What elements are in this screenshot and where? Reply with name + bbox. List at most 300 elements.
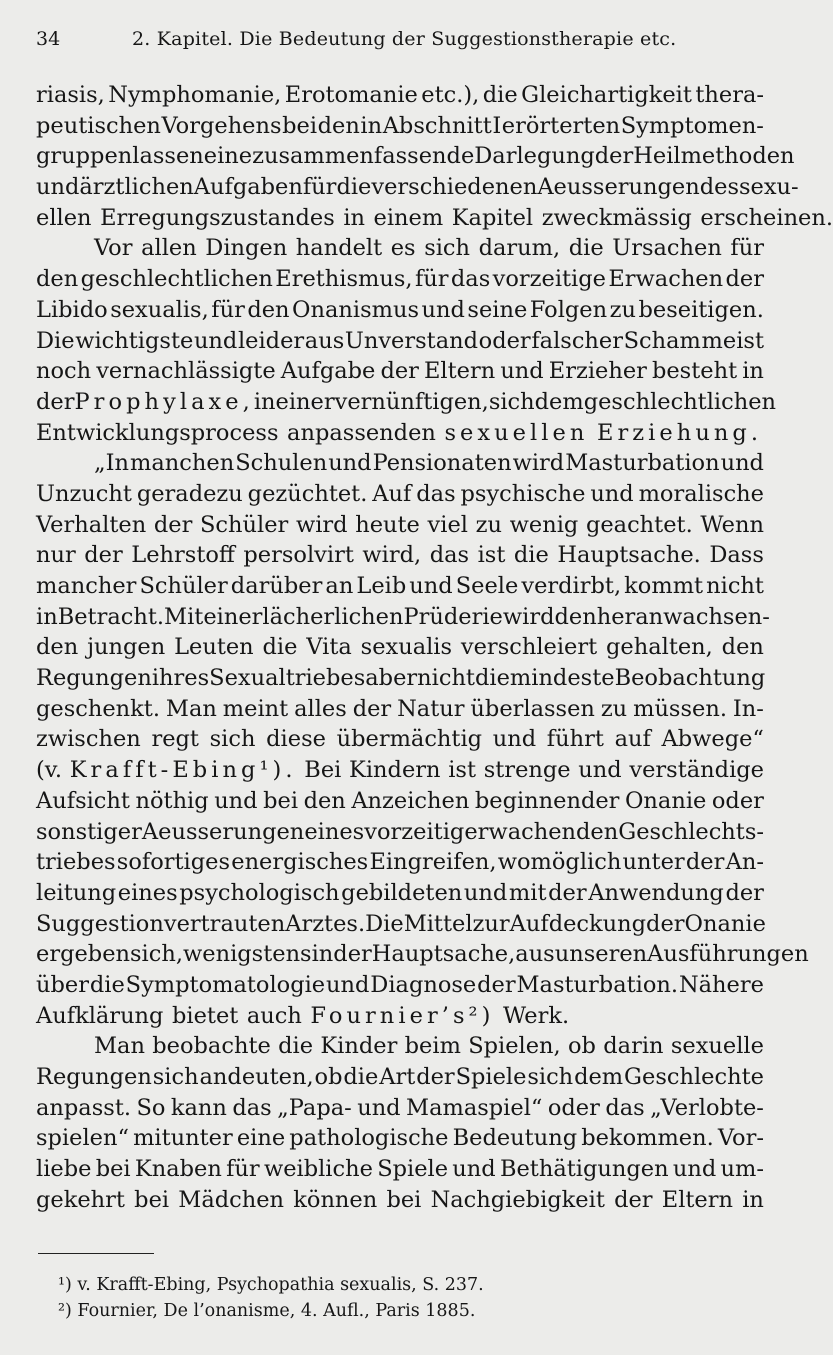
text-line xyxy=(36,540,764,571)
word: Heilmethoden xyxy=(633,143,795,170)
word: die xyxy=(262,634,298,661)
word: Aeusserungen xyxy=(141,818,305,845)
word: triebes xyxy=(36,849,116,876)
word: mancher xyxy=(36,573,137,599)
word: Symptomatologie xyxy=(125,971,326,998)
word: nur xyxy=(36,542,76,569)
word: der xyxy=(416,1064,455,1090)
footnote-2: ²) Fournier, De l’onanisme, 4. Aufl., Paris 1885. xyxy=(58,1301,476,1321)
word: Natur xyxy=(397,695,465,722)
word: bei xyxy=(282,112,318,139)
text-line xyxy=(36,356,764,387)
word: Betracht. xyxy=(57,603,165,630)
word: Erziehung. xyxy=(597,419,763,446)
word: Eltern xyxy=(424,358,496,385)
word: das xyxy=(232,1094,272,1121)
word: Darlegung xyxy=(474,143,595,170)
word: jungen xyxy=(87,634,166,661)
word: Kindern xyxy=(349,757,441,784)
word: riasis, xyxy=(36,82,105,108)
word: vernünftigen, xyxy=(334,388,489,415)
word: Schüler xyxy=(200,511,289,538)
word: sich xyxy=(527,1064,574,1090)
word: Bethätigungen xyxy=(499,1156,669,1183)
word: und xyxy=(672,1156,717,1183)
text-line xyxy=(36,786,764,817)
word: einer xyxy=(203,603,263,630)
text-line xyxy=(36,909,764,940)
word: in xyxy=(36,603,58,630)
word: den xyxy=(317,112,360,139)
word: in xyxy=(360,112,383,139)
word: Mit xyxy=(164,603,204,630)
word: besteht xyxy=(651,358,738,385)
word: meist xyxy=(701,327,764,354)
word: auf xyxy=(614,726,651,753)
word: und xyxy=(492,726,537,753)
word: psychologisch xyxy=(179,879,340,906)
word: noch xyxy=(36,358,92,385)
word: sich, xyxy=(130,941,183,968)
word: aus xyxy=(515,941,555,968)
word: Dass xyxy=(709,542,764,569)
word: zu xyxy=(475,511,502,538)
word: zu xyxy=(600,695,628,722)
text-line xyxy=(36,571,764,602)
word: gruppen xyxy=(36,143,133,170)
text-line xyxy=(36,1154,764,1185)
word: für xyxy=(302,174,337,201)
text-line xyxy=(36,448,764,479)
word: bei xyxy=(134,1186,170,1213)
word: kann xyxy=(170,1094,227,1121)
word: und xyxy=(463,879,508,906)
text-line xyxy=(36,203,833,234)
text-line xyxy=(36,694,764,725)
word: sexualis xyxy=(360,634,453,661)
word: Mädchen xyxy=(178,1186,285,1213)
word: sich xyxy=(209,726,256,753)
word: oder xyxy=(547,1094,600,1121)
text-line xyxy=(36,510,764,541)
word: zur xyxy=(472,910,510,937)
word: wenig xyxy=(509,511,579,538)
word: Hauptsache. xyxy=(557,542,701,569)
word: das xyxy=(450,266,491,293)
word: und xyxy=(421,296,465,323)
word: ob xyxy=(314,1064,343,1090)
word: handelt xyxy=(295,235,383,262)
word: Dingen xyxy=(205,235,288,262)
word: die xyxy=(89,971,125,998)
word: verschiedenen xyxy=(371,174,538,201)
word: geschlechtlichen xyxy=(80,266,273,293)
word: Nähere xyxy=(678,971,764,998)
word: Ursachen xyxy=(612,235,722,262)
word: verschleiert xyxy=(460,634,598,661)
word: für xyxy=(211,296,245,323)
text-line xyxy=(36,1185,764,1216)
word: in xyxy=(311,941,334,968)
word: Aufgabe xyxy=(280,358,376,385)
word: In- xyxy=(732,695,764,722)
word: Sexualtriebes xyxy=(209,665,366,692)
word: bietet xyxy=(172,1002,239,1029)
text-line xyxy=(36,80,764,111)
word: beseitigen. xyxy=(638,296,764,323)
word: anpasst. xyxy=(36,1094,132,1121)
word: sich xyxy=(488,388,535,415)
word: lassen xyxy=(132,143,204,170)
word: heute xyxy=(355,511,420,538)
word: in xyxy=(343,204,365,231)
word: Aufsicht xyxy=(36,787,130,814)
text-line xyxy=(36,141,795,172)
word: Arztes. xyxy=(285,910,366,937)
page-header xyxy=(36,28,764,58)
word: Eingreifen, xyxy=(369,849,497,876)
text-line xyxy=(36,172,799,203)
word: diese xyxy=(266,726,326,753)
word: Ausführungen xyxy=(647,941,809,968)
word: und xyxy=(328,450,372,477)
word: Libido xyxy=(36,296,108,323)
word: geradezu xyxy=(136,480,243,507)
word: liebe xyxy=(36,1156,92,1183)
word: einem xyxy=(373,204,444,231)
text-line xyxy=(36,939,809,970)
word: der xyxy=(36,388,75,415)
word: ergeben xyxy=(36,941,130,968)
word: geschenkt. xyxy=(36,695,160,722)
word: Folgen xyxy=(529,296,608,323)
word: Kapitel xyxy=(451,204,534,231)
word: Schulen xyxy=(235,450,328,477)
word: eines xyxy=(304,818,365,845)
word: Mamaspiel“ xyxy=(406,1094,543,1121)
word: Schüler xyxy=(139,573,228,599)
word: darum, xyxy=(478,235,561,262)
word: wird xyxy=(295,511,348,538)
word: sexuellen xyxy=(444,419,589,446)
word: gebildeten xyxy=(341,879,463,906)
word: Suggestion xyxy=(36,910,164,937)
footnotes xyxy=(58,1272,764,1324)
word: an xyxy=(325,573,354,599)
word: Nymphomanie, xyxy=(108,82,282,108)
word: Werk. xyxy=(503,1002,570,1029)
word: der xyxy=(594,143,634,170)
word: etc.), xyxy=(421,82,480,108)
word: Regungen xyxy=(36,1064,152,1090)
word: seine xyxy=(467,296,528,323)
text-line xyxy=(36,663,764,694)
word: Fournier’s²) xyxy=(310,1002,495,1029)
word: bei xyxy=(95,1156,131,1183)
word: heranwachsen- xyxy=(596,603,770,630)
word: Erzieher xyxy=(548,358,647,385)
word: gezüchtet. xyxy=(247,480,368,507)
word: Kinder xyxy=(320,1033,398,1060)
word: nicht xyxy=(417,665,475,692)
word: der xyxy=(685,849,725,876)
word: der xyxy=(84,542,123,569)
word: in xyxy=(253,388,276,415)
word: Nachgiebigkeit xyxy=(430,1186,605,1213)
word: können xyxy=(293,1186,378,1213)
word: und xyxy=(326,971,370,998)
word: wichtigste xyxy=(75,327,194,354)
word: dem xyxy=(534,388,584,415)
word: der xyxy=(333,941,372,968)
word: das xyxy=(416,480,456,507)
word: viel xyxy=(427,511,468,538)
word: meint xyxy=(222,695,289,722)
word: leider xyxy=(237,327,305,354)
word: mindeste xyxy=(509,665,615,692)
word: zu xyxy=(609,296,636,323)
word: mit xyxy=(508,879,547,906)
word: Krafft-Ebing¹). xyxy=(69,757,297,784)
running-title: 2. Kapitel. Die Bedeutung der Suggestionstherapie etc. xyxy=(132,28,677,50)
word: Knaben xyxy=(134,1156,222,1183)
word: oder xyxy=(478,327,531,354)
word: An- xyxy=(725,849,764,876)
text-line xyxy=(36,878,764,909)
word: Symptomen- xyxy=(620,112,764,139)
word: die xyxy=(474,665,510,692)
word: den xyxy=(36,266,79,293)
word: geachtet. xyxy=(585,511,693,538)
word: den xyxy=(36,634,79,661)
word: und xyxy=(214,787,258,814)
word: sexuelle xyxy=(670,1033,764,1060)
text-line xyxy=(36,1062,764,1093)
word: Mittel xyxy=(403,910,473,937)
word: Aufgaben xyxy=(193,174,303,201)
word: nicht xyxy=(706,573,764,599)
word: Anzeichen xyxy=(351,787,470,814)
word: müssen. xyxy=(633,695,727,722)
text-line xyxy=(36,233,764,264)
word: Abschnitt xyxy=(382,112,492,139)
text-line xyxy=(36,326,764,357)
word: verständige xyxy=(629,757,764,784)
word: Spielen, xyxy=(468,1033,561,1060)
word: für xyxy=(730,235,764,262)
text-line xyxy=(36,755,764,786)
word: Aufklärung xyxy=(36,1002,164,1029)
text-line xyxy=(36,295,764,326)
word: in xyxy=(742,358,764,385)
word: mitunter xyxy=(133,1125,233,1152)
word: Erethismus, xyxy=(275,266,413,293)
word: anpassenden xyxy=(287,419,436,446)
word: den xyxy=(554,603,597,630)
word: spielen“ xyxy=(36,1125,129,1152)
word: Seele xyxy=(455,573,519,599)
word: der xyxy=(614,1186,653,1213)
word: in xyxy=(742,1186,764,1213)
word: alles xyxy=(294,695,347,722)
word: für xyxy=(414,266,449,293)
word: und xyxy=(590,480,634,507)
word: eine xyxy=(203,143,253,170)
word: darin xyxy=(603,1033,664,1060)
word: der xyxy=(725,266,764,293)
word: Verhalten xyxy=(36,511,147,538)
word: Vor- xyxy=(717,1125,764,1152)
text-line xyxy=(36,847,764,878)
word: der xyxy=(153,511,193,538)
word: kommt xyxy=(624,573,704,599)
word: sonstiger xyxy=(36,818,142,845)
word: die xyxy=(513,542,549,569)
word: strenge xyxy=(483,757,571,784)
word: Regungen xyxy=(36,665,152,692)
word: (v. xyxy=(36,757,62,784)
word: sexu- xyxy=(739,174,799,201)
word: und xyxy=(452,1156,496,1183)
word: die xyxy=(343,1064,379,1090)
text-line xyxy=(36,479,764,510)
word: beim xyxy=(404,1033,461,1060)
word: und xyxy=(357,1094,401,1121)
word: gekehrt xyxy=(36,1186,125,1213)
word: Erotomanie xyxy=(284,82,418,108)
word: vertrauten xyxy=(163,910,286,937)
word: lächerlichen xyxy=(262,603,404,630)
word: unter xyxy=(622,849,685,876)
word: vernachlässigte xyxy=(96,358,276,385)
word: psychische xyxy=(460,480,586,507)
word: „Verlobte- xyxy=(650,1094,764,1121)
word: sich xyxy=(424,235,471,262)
word: das xyxy=(605,1094,645,1121)
word: I xyxy=(492,112,502,139)
word: des xyxy=(699,174,739,201)
word: Bei xyxy=(304,757,342,784)
word: weibliche xyxy=(263,1156,373,1183)
word: und xyxy=(720,450,764,477)
word: erscheinen. xyxy=(700,204,833,231)
word: aus xyxy=(304,327,345,354)
word: geschlechtlichen xyxy=(583,388,777,415)
word: Erregungszustandes xyxy=(100,204,335,231)
word: sofortiges xyxy=(116,849,231,876)
word: und xyxy=(193,327,238,354)
word: um- xyxy=(720,1156,764,1183)
word: übermächtig xyxy=(336,726,483,753)
word: ellen xyxy=(36,204,92,231)
word: wird, xyxy=(362,542,422,569)
word: sich xyxy=(152,1064,199,1090)
word: erwachenden xyxy=(464,818,619,845)
word: der xyxy=(477,971,516,998)
word: Die xyxy=(365,910,404,937)
word: zusammenfassende xyxy=(252,143,475,170)
word: zwischen xyxy=(36,726,141,753)
word: Abwege“ xyxy=(661,726,764,753)
word: den xyxy=(721,634,764,661)
word: Onanie xyxy=(684,910,766,937)
word: das xyxy=(429,542,470,569)
word: Bedeutung xyxy=(452,1125,578,1152)
word: zweckmässig xyxy=(541,204,692,231)
word: beobachte xyxy=(152,1033,271,1060)
word: persolvirt xyxy=(243,542,354,569)
word: darüber xyxy=(230,573,323,599)
word: die xyxy=(482,82,518,108)
text-line xyxy=(36,632,764,663)
word: Onanie xyxy=(624,787,707,814)
word: vorzeitige xyxy=(492,266,606,293)
text-line xyxy=(36,264,764,295)
word: eines xyxy=(117,879,178,906)
body-text xyxy=(36,80,833,1215)
word: Gleichartigkeit xyxy=(521,82,692,108)
word: Onanismus xyxy=(292,296,420,323)
word: wird xyxy=(512,450,565,477)
page-number: 34 xyxy=(36,28,61,50)
word: energisches xyxy=(231,849,369,876)
word: Art xyxy=(379,1064,416,1090)
word: Unverstand xyxy=(344,327,479,354)
word: bei xyxy=(386,1186,422,1213)
word: Wenn xyxy=(700,511,764,538)
word: Man xyxy=(165,695,217,722)
word: verdirbt, xyxy=(521,573,622,599)
word: regt xyxy=(151,726,199,753)
word: Entwicklungsprocess xyxy=(36,419,279,446)
word: bei xyxy=(263,787,299,814)
word: die xyxy=(278,1033,314,1060)
word: Prophylaxe, xyxy=(74,388,254,415)
word: peutischen xyxy=(36,112,161,139)
word: den xyxy=(247,296,290,323)
word: ihres xyxy=(151,665,210,692)
word: beginnender xyxy=(474,787,620,814)
word: nöthig xyxy=(135,787,209,814)
word: für xyxy=(226,1156,260,1183)
footnote-1: ¹) v. Krafft-Ebing, Psychopathia sexualis, S. 237. xyxy=(58,1275,484,1295)
word: Man xyxy=(94,1033,145,1060)
word: wenigstens xyxy=(183,941,312,968)
word: „In xyxy=(94,450,130,477)
word: moralische xyxy=(638,480,764,507)
word: den xyxy=(303,787,346,814)
text-line xyxy=(36,418,764,449)
word: Leuten xyxy=(174,634,254,661)
word: Aufdeckung xyxy=(509,910,647,937)
word: die xyxy=(568,235,604,262)
text-line xyxy=(36,1093,764,1124)
text-line xyxy=(36,1031,764,1062)
word: und xyxy=(409,573,453,599)
word: der xyxy=(646,910,685,937)
word: eine xyxy=(236,1125,286,1152)
word: Anwendung xyxy=(588,879,724,906)
word: ärztlichen xyxy=(79,174,194,201)
word: Aeusserungen xyxy=(537,174,700,201)
word: Hauptsache, xyxy=(371,941,516,968)
word: dem xyxy=(574,1064,624,1090)
word: falscher xyxy=(531,327,623,354)
word: überlassen xyxy=(470,695,595,722)
word: unseren xyxy=(554,941,648,968)
word: Vorgehens xyxy=(161,112,282,139)
word: Vor xyxy=(94,235,133,262)
